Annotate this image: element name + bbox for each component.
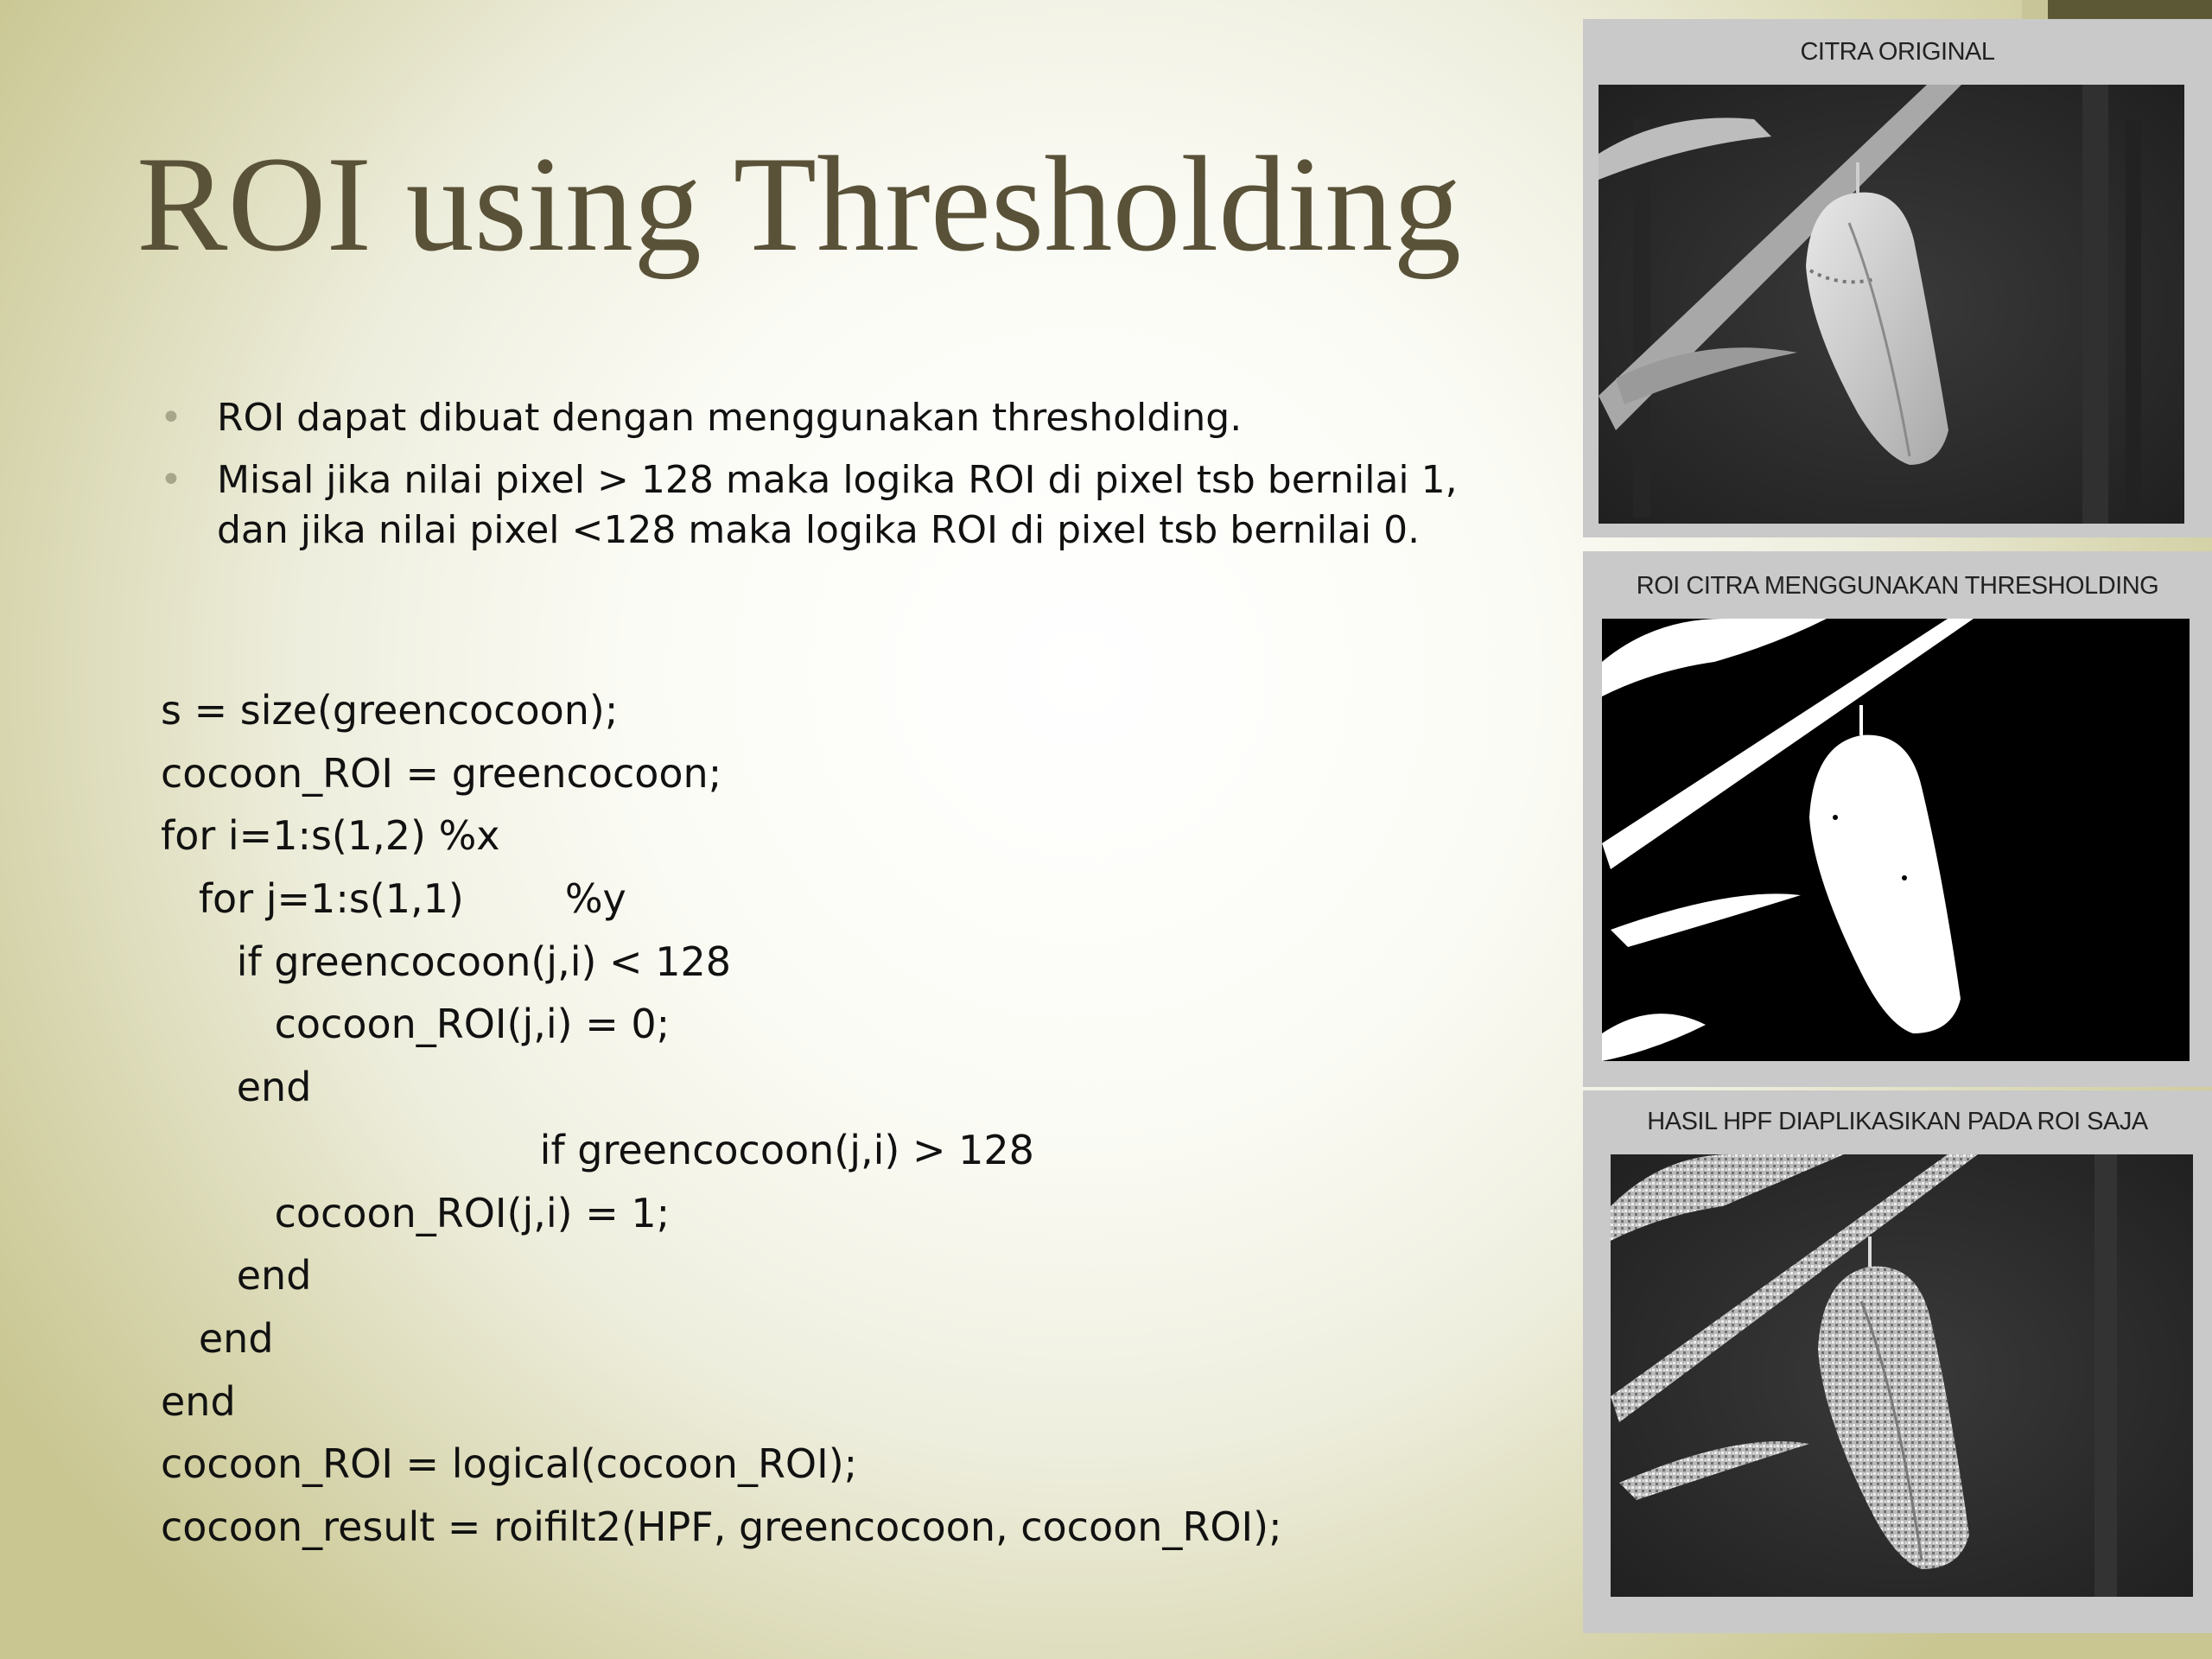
bullet-list bbox=[160, 393, 1473, 568]
figure-caption: CITRA ORIGINAL bbox=[1800, 38, 1995, 66]
bullet-marker: • bbox=[160, 396, 182, 440]
code-line: end bbox=[161, 1252, 312, 1300]
figure-caption: HASIL HPF DIAPLIKASIKAN PADA ROI SAJA bbox=[1647, 1108, 2148, 1135]
code-line: for i=1:s(1,2) %x bbox=[161, 812, 500, 860]
code-block bbox=[161, 679, 1282, 1559]
figure-caption: ROI CITRA MENGGUNAKAN THRESHOLDING bbox=[1636, 572, 2159, 600]
code-line: cocoon_ROI = logical(cocoon_ROI); bbox=[161, 1440, 858, 1488]
code-line: if greencocoon(j,i) > 128 bbox=[161, 1126, 1034, 1173]
slide-title: ROI using Thresholding bbox=[137, 129, 1462, 280]
corner-accent bbox=[2048, 0, 2212, 19]
code-line: cocoon_ROI(j,i) = 1; bbox=[161, 1189, 671, 1236]
bullet-text: ROI dapat dibuat dengan menggunakan thresholding. bbox=[217, 396, 1243, 440]
bullet-item bbox=[160, 455, 1473, 556]
code-line: s = size(greencocoon); bbox=[161, 687, 619, 734]
hpf-result-image bbox=[1611, 1154, 2193, 1597]
code-line: cocoon_ROI(j,i) = 0; bbox=[161, 1001, 671, 1048]
code-line: end bbox=[161, 1314, 274, 1362]
code-line: end bbox=[161, 1064, 312, 1111]
chrysalis-photo bbox=[1599, 85, 2184, 524]
bullet-marker: • bbox=[160, 458, 182, 502]
bullet-text: Misal jika nilai pixel > 128 maka logika ROI di pixel tsb bernilai 1, dan jika nilai pixel <128 maka logika ROI di pixel tsb bernilai 0. bbox=[217, 458, 1458, 552]
code-line: cocoon_ROI = greencocoon; bbox=[161, 749, 722, 797]
figure-original bbox=[1583, 19, 2212, 537]
code-line: for j=1:s(1,1) %y bbox=[161, 875, 626, 923]
threshold-mask-image bbox=[1602, 619, 2190, 1061]
bullet-item bbox=[160, 393, 1473, 443]
code-line: cocoon_result = roifilt2(HPF, greencocoon, cocoon_ROI); bbox=[161, 1503, 1282, 1550]
corner-accent-light bbox=[2022, 0, 2048, 19]
figure-threshold-mask bbox=[1583, 551, 2212, 1087]
code-line: if greencocoon(j,i) < 128 bbox=[161, 938, 732, 985]
code-line: end bbox=[161, 1377, 236, 1425]
figure-hpf-roi bbox=[1583, 1090, 2212, 1633]
